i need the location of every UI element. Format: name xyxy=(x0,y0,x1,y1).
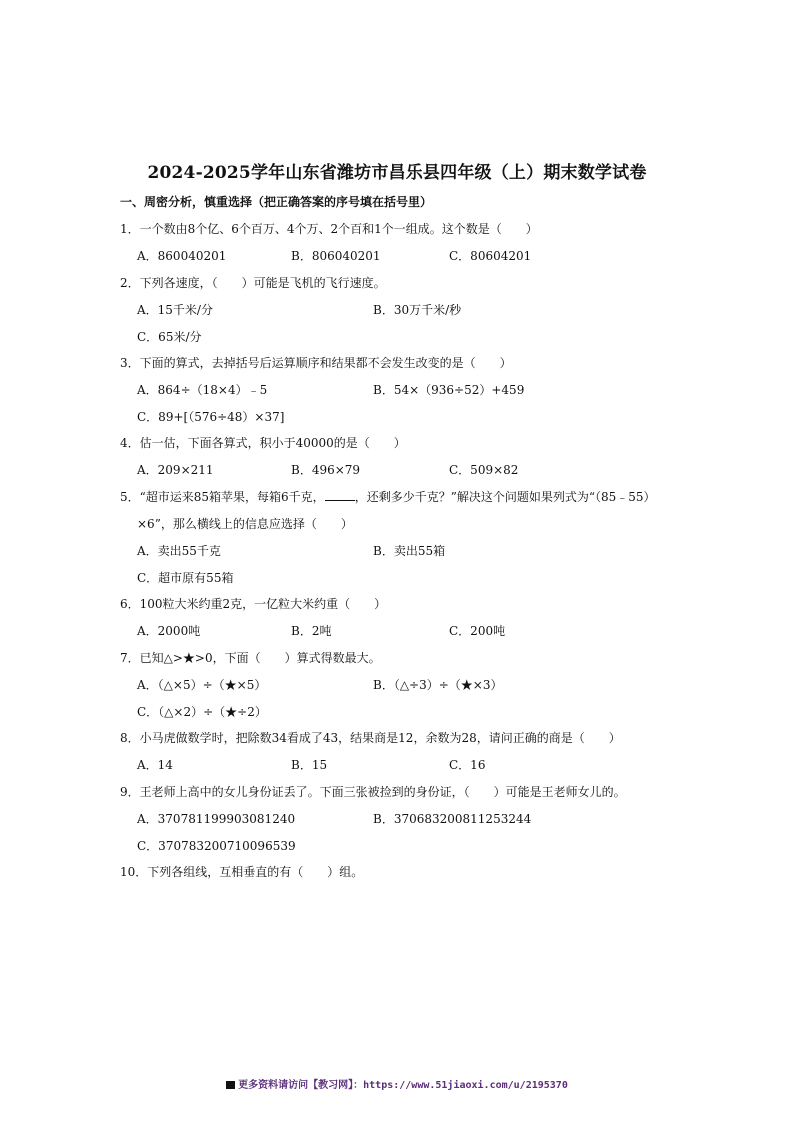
q3-option-a: A．864÷（18×4）﹣5 xyxy=(137,383,268,397)
question-6: 6．100粒大米约重2克，一亿粒大米约重（ ） xyxy=(120,597,387,611)
q4-option-c: C．509×82 xyxy=(449,463,519,477)
q1-option-c: C．80604201 xyxy=(449,249,532,263)
q4-option-a: A．209×211 xyxy=(137,463,214,477)
q6-option-c: C．200吨 xyxy=(449,624,506,638)
q9-option-a: A．370781199903081240 xyxy=(137,812,296,826)
q7-option-a: A．（△×5）÷（★×5） xyxy=(137,678,267,692)
q3-option-c: C．89+[（576÷48）×37] xyxy=(137,410,285,424)
q1-option-b: B．806040201 xyxy=(291,249,381,263)
q4-option-b: B．496×79 xyxy=(291,463,361,477)
question-1: 1．一个数由8个亿、6个百万、4个万、2个百和1个一组成。这个数是（ ） xyxy=(120,222,538,236)
question-7: 7．已知△>★>0，下面（ ）算式得数最大。 xyxy=(120,651,381,665)
q3-option-b: B．54×（936÷52）+459 xyxy=(373,383,525,397)
question-4: 4．估一估，下面各算式，积小于40000的是（ ） xyxy=(120,436,406,450)
q1-option-a: A．860040201 xyxy=(137,249,227,263)
q2-option-c: C．65米/分 xyxy=(137,330,202,344)
question-8: 8．小马虎做数学时，把除数34看成了43，结果商是12，余数为28，请问正确的商是（ ） xyxy=(120,731,621,745)
q7-option-c: C．（△×2）÷（★÷2） xyxy=(137,705,267,719)
question-3: 3．下面的算式，去掉括号后运算顺序和结果都不会发生改变的是（ ） xyxy=(120,356,512,370)
footer xyxy=(0,1076,794,1091)
q8-option-a: A．14 xyxy=(137,758,173,772)
question-10: 10．下列各组线，互相垂直的有（ ）组。 xyxy=(120,865,364,879)
question-5-continued: ×6”，那么横线上的信息应选择（ ） xyxy=(137,517,353,531)
q5-option-a: A．卖出55千克 xyxy=(137,544,221,558)
exam-title: 2024-2025学年山东省潍坊市昌乐县四年级（上）期末数学试卷 xyxy=(147,163,647,183)
q6-option-b: B．2吨 xyxy=(291,624,332,638)
footer-link[interactable]: 更多资料请访问【教习网】：https://www.51jiaoxi.com/u/2195370 xyxy=(238,1080,568,1091)
q9-option-b: B．370683200811253244 xyxy=(373,812,532,826)
q2-option-b: B．30万千米/秒 xyxy=(373,303,462,317)
question-2: 2．下列各速度，（ ）可能是飞机的飞行速度。 xyxy=(120,276,386,290)
q9-option-c: C．370783200710096539 xyxy=(137,839,296,853)
section-heading: 一、周密分析，慎重选择（把正确答案的序号填在括号里） xyxy=(120,195,433,209)
question-9: 9．王老师上高中的女儿身份证丢了。下面三张被捡到的身份证，（ ）可能是王老师女儿的。 xyxy=(120,785,626,799)
q8-option-c: C．16 xyxy=(449,758,486,772)
question-5 xyxy=(120,488,656,505)
q5-option-c: C．超市原有55箱 xyxy=(137,571,234,585)
q8-option-b: B．15 xyxy=(291,758,328,772)
question-5-part-a: 5．“超市运来85箱苹果，每箱6千克， xyxy=(120,490,325,504)
q6-option-a: A．2000吨 xyxy=(137,624,201,638)
fill-blank-line xyxy=(325,490,355,501)
q2-option-a: A．15千米/分 xyxy=(137,303,213,317)
flag-icon xyxy=(226,1081,235,1089)
question-5-part-b: ，还剩多少千克？”解决这个问题如果列式为“（85﹣55） xyxy=(354,490,656,504)
q7-option-b: B．（△÷3）÷（★×3） xyxy=(373,678,503,692)
q5-option-b: B．卖出55箱 xyxy=(373,544,446,558)
